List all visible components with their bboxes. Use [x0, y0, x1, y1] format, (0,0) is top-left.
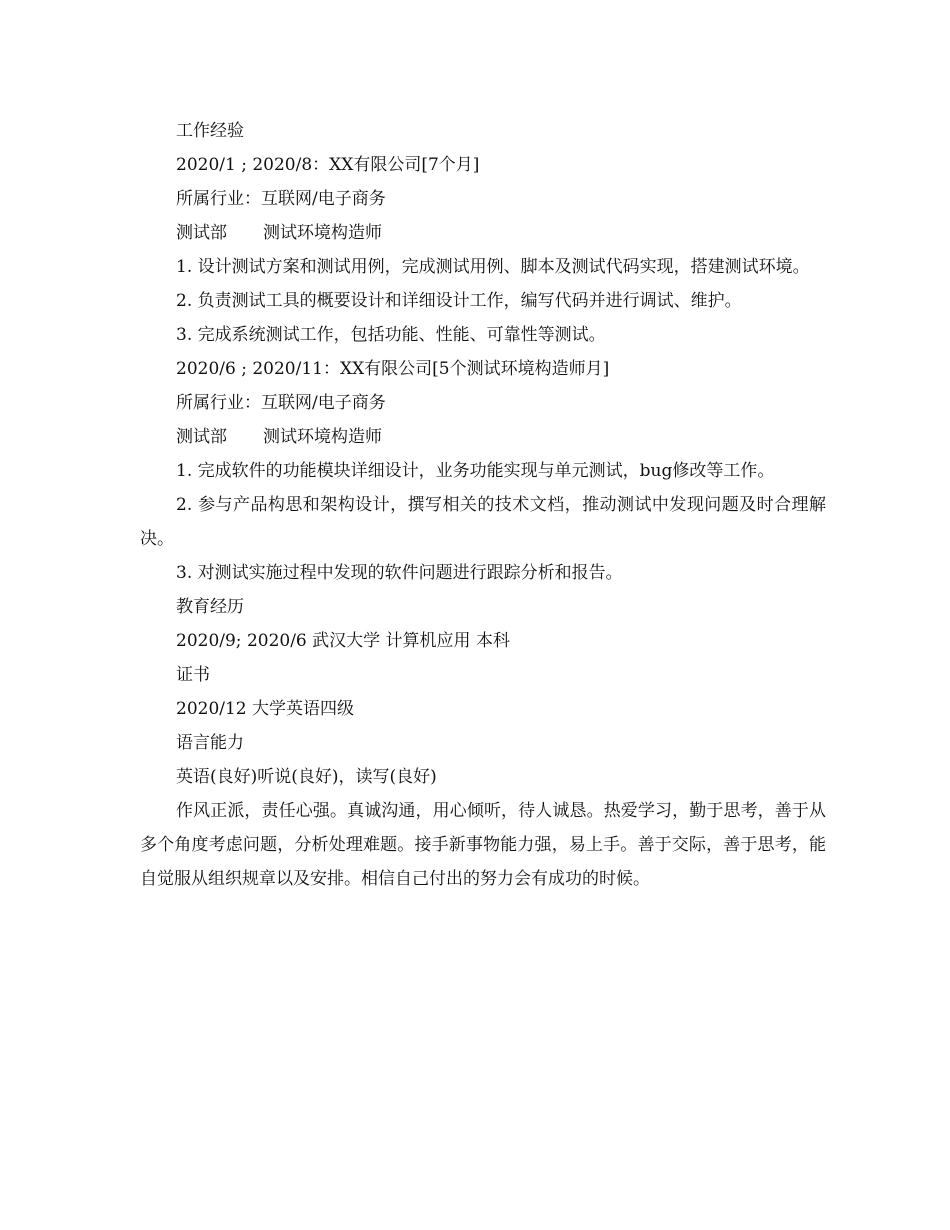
job1-department: 测试部 — [176, 223, 227, 243]
job2-period: 2020/6 ; 2020/11：XX有限公司[5个测试环境构造师月] — [176, 359, 610, 379]
resume-body — [140, 114, 830, 896]
certificate-heading: 证书 — [176, 665, 210, 685]
job1-role — [140, 216, 830, 250]
education-entry: 2020/9; 2020/6 武汉大学 计算机应用 本科 — [176, 631, 510, 651]
self-evaluation-paragraph: 作风正派，责任心强。真诚沟通，用心倾听，待人诚恳。热爱学习，勤于思考，善于从多个角度考虑问题，分析处理难题。接手新事物能力强，易上手。善于交际，善于思考，能自觉服从组织规章以及安排。相信自己付出的努力会有成功的时候。 — [140, 801, 826, 889]
job2-industry: 所属行业：互联网/电子商务 — [176, 393, 386, 413]
language-heading: 语言能力 — [176, 733, 244, 753]
job1-duty-1: 1. 设计测试方案和测试用例，完成测试用例、脚本及测试代码实现，搭建测试环境。 — [176, 257, 810, 277]
job2-duty-2: 2. 参与产品构思和架构设计，撰写相关的技术文档，推动测试中发现问题及时合理解决。 — [140, 495, 826, 549]
certificate-entry: 2020/12 大学英语四级 — [176, 699, 355, 719]
education-heading: 教育经历 — [176, 597, 244, 617]
job2-duty-1: 1. 完成软件的功能模块详细设计，业务功能实现与单元测试，bug修改等工作。 — [176, 461, 775, 481]
job1-industry: 所属行业：互联网/电子商务 — [176, 189, 386, 209]
job1-duty-3: 3. 完成系统测试工作，包括功能、性能、可靠性等测试。 — [176, 325, 606, 345]
job2-position: 测试环境构造师 — [263, 427, 382, 447]
work-experience-heading: 工作经验 — [176, 121, 244, 141]
job1-duty-2: 2. 负责测试工具的概要设计和详细设计工作，编写代码并进行调试、维护。 — [176, 291, 742, 311]
job2-duty-3: 3. 对测试实施过程中发现的软件问题进行跟踪分析和报告。 — [176, 563, 623, 583]
job2-role — [140, 420, 830, 454]
job1-position: 测试环境构造师 — [263, 223, 382, 243]
language-entry: 英语(良好)听说(良好)，读写(良好) — [176, 767, 437, 787]
job2-department: 测试部 — [176, 427, 227, 447]
job1-period: 2020/1 ; 2020/8：XX有限公司[7个月] — [176, 155, 480, 175]
